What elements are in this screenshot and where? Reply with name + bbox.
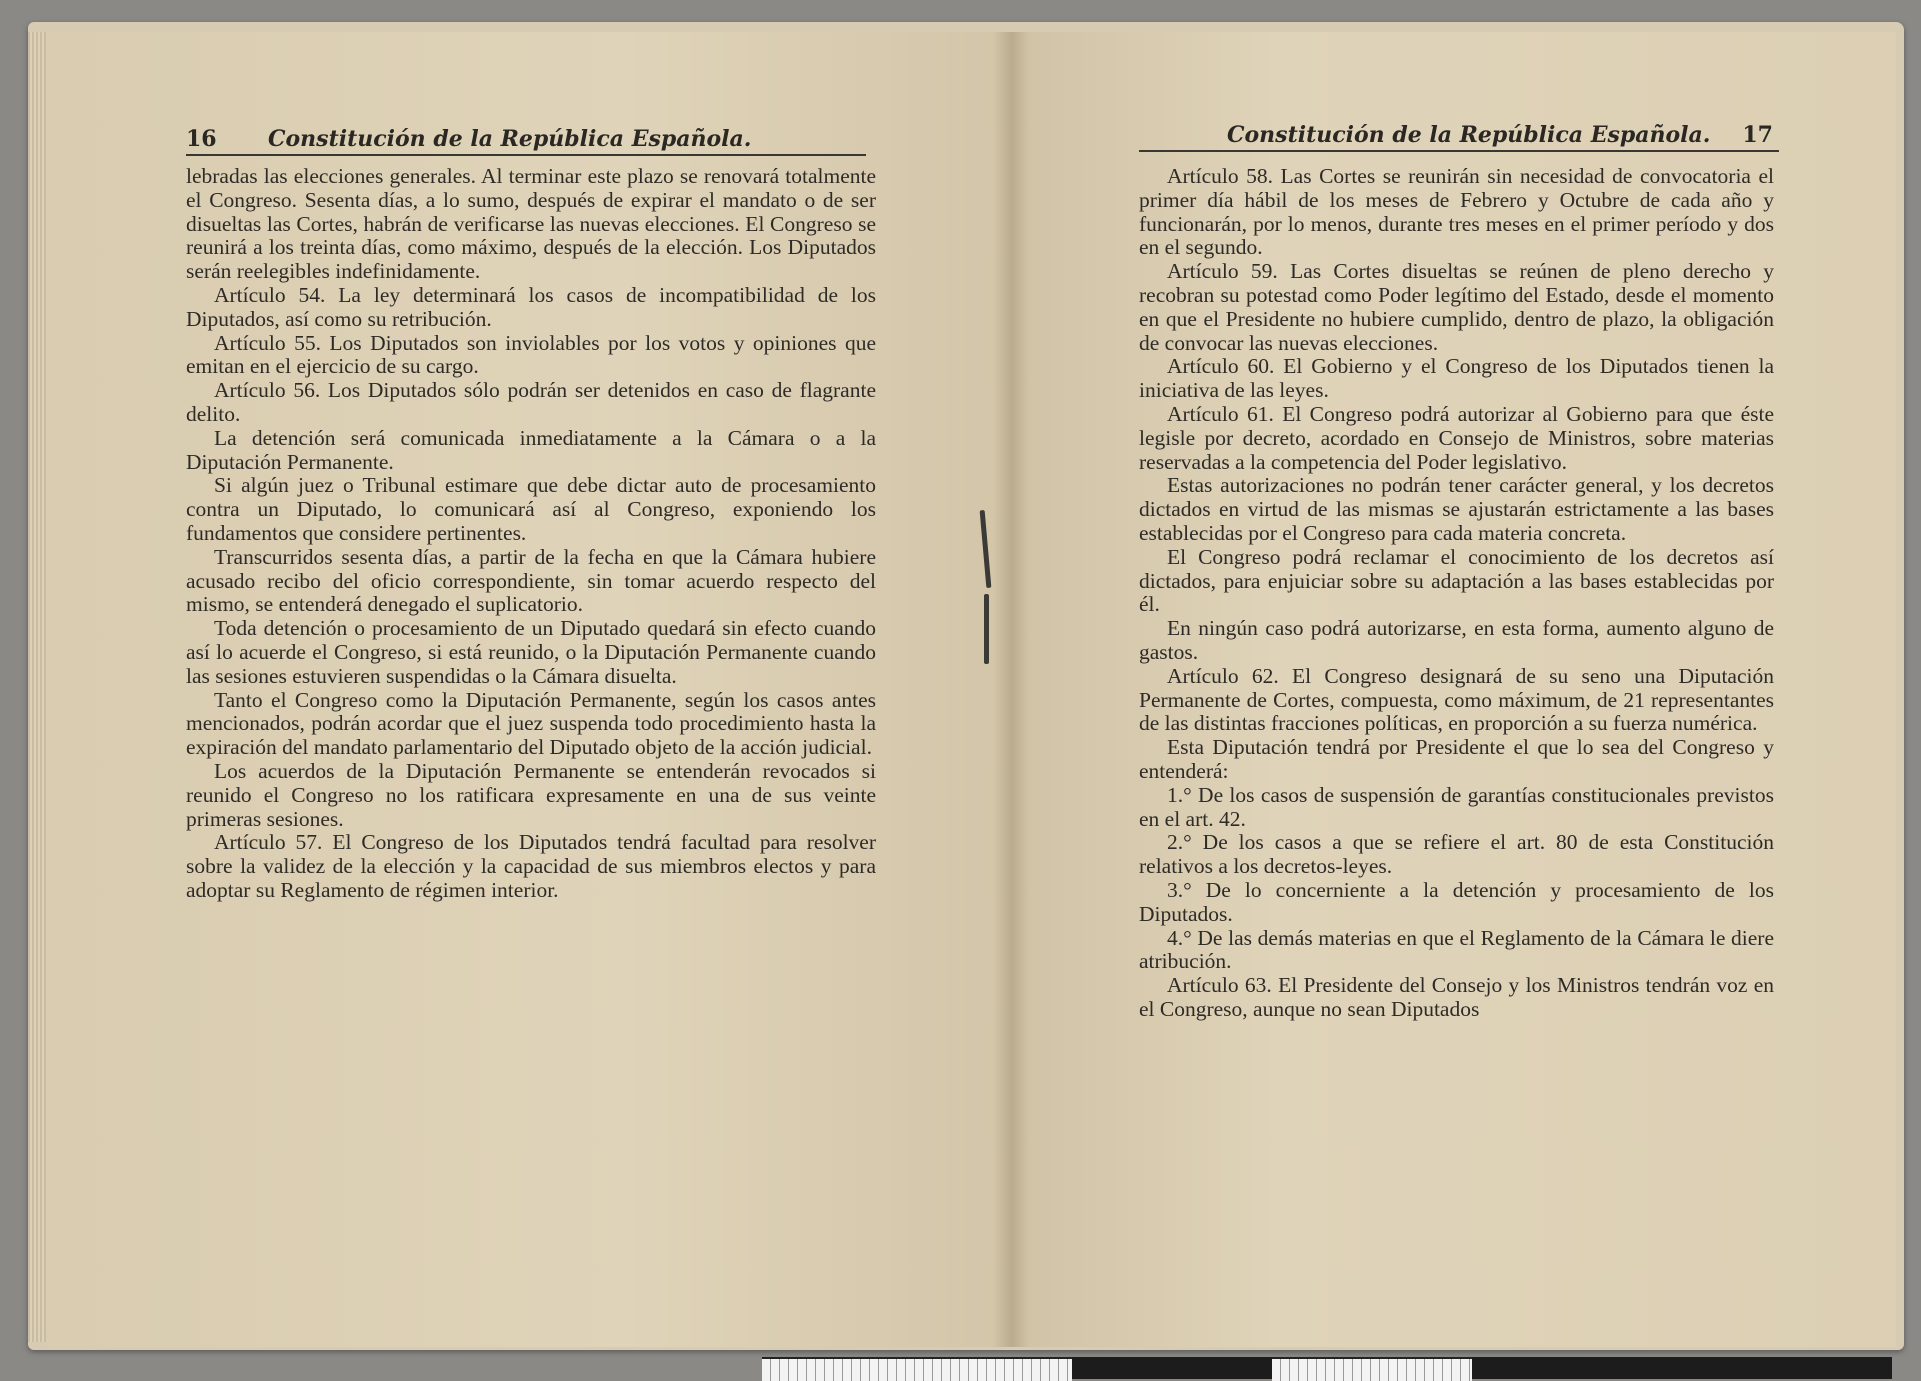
left-paragraph: lebradas las elecciones generales. Al terminar este plazo se renovará totalmente el Congreso. Sesenta días, a lo sumo, después de expirar el mandato o de ser disueltas las Cortes, habrán de verificarse las nuevas elecciones. El Congreso se reunirá a los treinta días, como máximo, después de la elección. Los Diputados serán reelegibles indefinidamente.: [186, 164, 876, 284]
article-63: Artículo 63. El Presidente del Consejo y los Ministros tendrán voz en el Congreso, aunque no sean Diputados: [1139, 973, 1774, 1021]
right-paragraph: En ningún caso podrá autorizarse, en esta forma, aumento alguno de gastos.: [1139, 616, 1774, 664]
article-59: Artículo 59. Las Cortes disueltas se reúnen de pleno derecho y recobran su potestad como Poder legítimo del Estado, desde el momento en que el Presidente no hubiere cumplido, dentro de plazo, la obligación de convocar las nuevas elecciones.: [1139, 259, 1774, 355]
article-58: Artículo 58. Las Cortes se reunirán sin necesidad de convocatoria el primer día hábil de los meses de Febrero y Octubre de cada año y funcionarán, por lo menos, durante tres meses en el primer período y dos en el segundo.: [1139, 164, 1774, 260]
article-61: Artículo 61. El Congreso podrá autorizar al Gobierno para que éste legisle por decreto, acordado en Consejo de Ministros, sobre materias reservadas a la competencia del Poder legislativo.: [1139, 401, 1774, 474]
book-gutter: [993, 32, 1029, 1347]
left-paragraph: Tanto el Congreso como la Diputación Permanente, según los casos antes mencionados, podrán acordar que el juez suspenda todo procedimiento hasta la expiración del mandato parlamentario del Diputado objeto de la acción judicial.: [186, 687, 876, 760]
list-item: 4.° De las demás materias en que el Reglamento de la Cámara le diere atribución.: [1139, 925, 1774, 974]
article-57: Artículo 57. El Congreso de los Diputados tendrá facultad para resolver sobre la validez de la elección y la capacidad de sus miembros electos y para adoptar su Reglamento de régimen interior.: [186, 830, 876, 902]
ruler-segment: [1472, 1357, 1892, 1379]
article-55: Artículo 55. Los Diputados son inviolables por los votos y opiniones que emitan en el ejercicio de su cargo.: [186, 330, 876, 379]
right-running-title: Constitución de la República Española.: [1227, 122, 1711, 148]
ruler-segment: [762, 1357, 1072, 1381]
ruler-segment: [1072, 1357, 1272, 1379]
right-page-number: 17: [1742, 122, 1773, 148]
left-paragraph: Transcurridos sesenta días, a partir de la fecha en que la Cámara hubiere acusado recibo del oficio correspondiente, sin tomar acuerdo respecto del mismo, se entenderá denegado el suplicatorio.: [186, 544, 876, 617]
left-paragraph: Si algún juez o Tribunal estimare que debe dictar auto de procesamiento contra un Diputado, lo comunicará así al Congreso, exponiendo los fundamentos que considere pertinentes.: [186, 473, 876, 545]
ruler-segment: [1272, 1357, 1472, 1381]
left-page-body: [186, 165, 876, 903]
right-paragraph: El Congreso podrá reclamar el conocimiento de los decretos así dictados, para enjuiciar sobre su adaptación a las bases establecidas por él.: [1139, 544, 1774, 617]
binding-staple: [984, 594, 989, 664]
list-item: 1.° De los casos de suspensión de garantías constitucionales previstos en el art. 42.: [1139, 782, 1774, 831]
list-item: 2.° De los casos a que se refiere el art. 80 de esta Constitución relativos a los decretos-leyes.: [1139, 830, 1774, 879]
article-62: Artículo 62. El Congreso designará de su seno una Diputación Permanente de Cortes, compuesta, como máximum, de 21 representantes de las distintas fracciones políticas, en proporción a su fuerza numérica.: [1139, 663, 1774, 736]
open-book: [28, 22, 1904, 1350]
left-page-header: [186, 120, 866, 156]
right-paragraph: Estas autorizaciones no podrán tener carácter general, y los decretos dictados en virtud de las mismas se ajustarán estrictamente a las bases establecidas por el Congreso para cada materia concreta.: [1139, 473, 1774, 545]
left-paragraph: La detención será comunicada inmediatamente a la Cámara o a la Diputación Permanente.: [186, 425, 876, 474]
page-edges: [28, 32, 46, 1342]
left-page: [46, 32, 1011, 1347]
article-56: Artículo 56. Los Diputados sólo podrán ser detenidos en caso de flagrante delito.: [186, 378, 876, 426]
article-54: Artículo 54. La ley determinará los casos de incompatibilidad de los Diputados, así como su retribución.: [186, 282, 876, 331]
left-running-title: Constitución de la República Española.: [268, 126, 752, 152]
article-60: Artículo 60. El Gobierno y el Congreso de los Diputados tienen la iniciativa de las leyes.: [1139, 354, 1774, 403]
right-page: [1011, 32, 1896, 1347]
right-paragraph: Esta Diputación tendrá por Presidente el que lo sea del Congreso y entenderá:: [1139, 735, 1774, 783]
right-page-body: [1139, 165, 1774, 1022]
scale-ruler: [762, 1357, 1892, 1379]
left-paragraph: Toda detención o procesamiento de un Diputado quedará sin efecto cuando así lo acuerde el Congreso, si está reunido, o la Diputación Permanente cuando las sesiones estuvieren suspendidas o la Cámara disuelta.: [186, 616, 876, 688]
list-item: 3.° De lo concerniente a la detención y procesamiento de los Diputados.: [1139, 877, 1774, 926]
left-paragraph: Los acuerdos de la Diputación Permanente se entenderán revocados si reunido el Congreso no los ratificara expresamente en una de sus veinte primeras sesiones.: [186, 758, 876, 831]
right-page-header: [1139, 116, 1779, 152]
left-page-number: 16: [186, 126, 217, 152]
